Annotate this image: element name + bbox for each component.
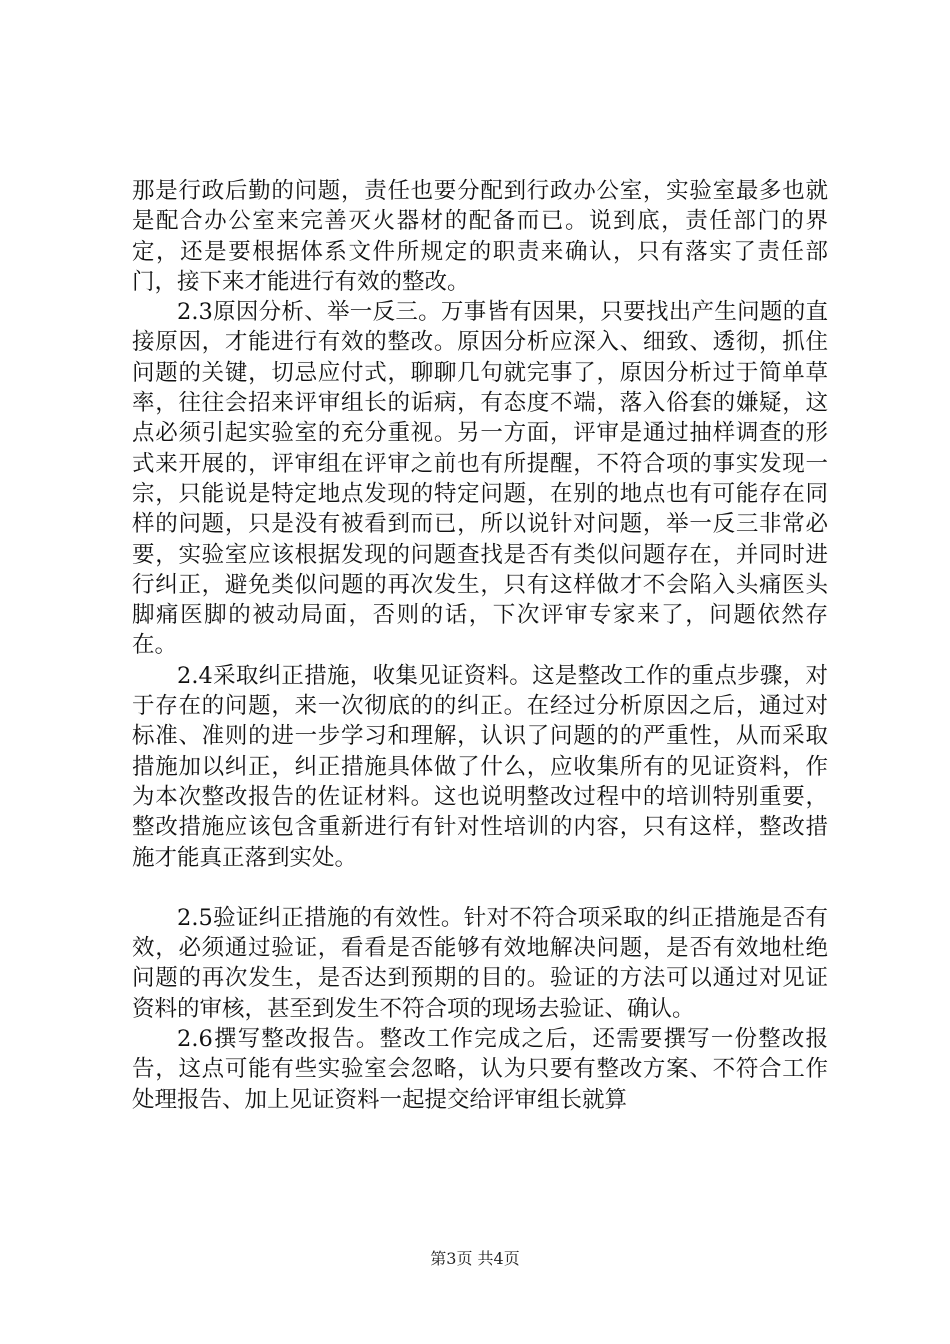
document-body [132, 176, 828, 1115]
paragraph-2-3: 2.3原因分析、举一反三。万事皆有因果，只要找出产生问题的直接原因，才能进行有效的整改。原因分析应深入、细致、透彻，抓住问题的关键，切忌应付式，聊聊几句就完事了，原因分析过于简单草率，往往会招来评审组长的诟病，有态度不端，落入俗套的嫌疑，这点必须引起实验室的充分重视。另一方面，评审是通过抽样调查的形式来开展的，评审组在评审之前也有所提醒，不符合项的事实发现一宗，只能说是特定地点发现的特定问题，在别的地点也有可能存在同样的问题，只是没有被看到而已，所以说针对问题，举一反三非常必要，实验室应该根据发现的问题查找是否有类似问题存在，并同时进行纠正，避免类似问题的再次发生，只有这样做才不会陷入头痛医头脚痛医脚的被动局面，否则的话，下次评审专家来了，问题依然存在。 [132, 299, 828, 659]
paragraph-2-6: 2.6撰写整改报告。整改工作完成之后，还需要撰写一份整改报告，这点可能有些实验室会忽略，认为只要有整改方案、不符合工作处理报告、加上见证资料一起提交给评审组长就算 [132, 1026, 828, 1113]
paragraph-gap [132, 873, 828, 903]
paragraph-2-4: 2.4采取纠正措施，收集见证资料。这是整改工作的重点步骤，对于存在的问题，来一次彻底的的纠正。在经过分析原因之后，通过对标准、准则的进一步学习和理解，认识了问题的的严重性，从而采取措施加以纠正，纠正措施具体做了什么，应收集所有的见证资料，作为本次整改报告的佐证材料。这也说明整改过程中的培训特别重要，整改措施应该包含重新进行有针对性培训的内容，只有这样，整改措施才能真正落到实处。 [132, 662, 828, 871]
paragraph-2-5: 2.5验证纠正措施的有效性。针对不符合项采取的纠正措施是否有效，必须通过验证，看看是否能够有效地解决问题，是否有效地杜绝问题的再次发生，是否达到预期的目的。验证的方法可以通过对见证资料的审核，甚至到发生不符合项的现场去验证、确认。 [132, 904, 828, 1022]
page-footer: 第3页 共4页 [430, 1249, 520, 1268]
paragraph-continuation: 那是行政后勤的问题，责任也要分配到行政办公室，实验室最多也就是配合办公室来完善灭火器材的配备而已。说到底，责任部门的界定，还是要根据体系文件所规定的职责来确认，只有落实了责任部门，接下来才能进行有效的整改。 [132, 178, 828, 295]
